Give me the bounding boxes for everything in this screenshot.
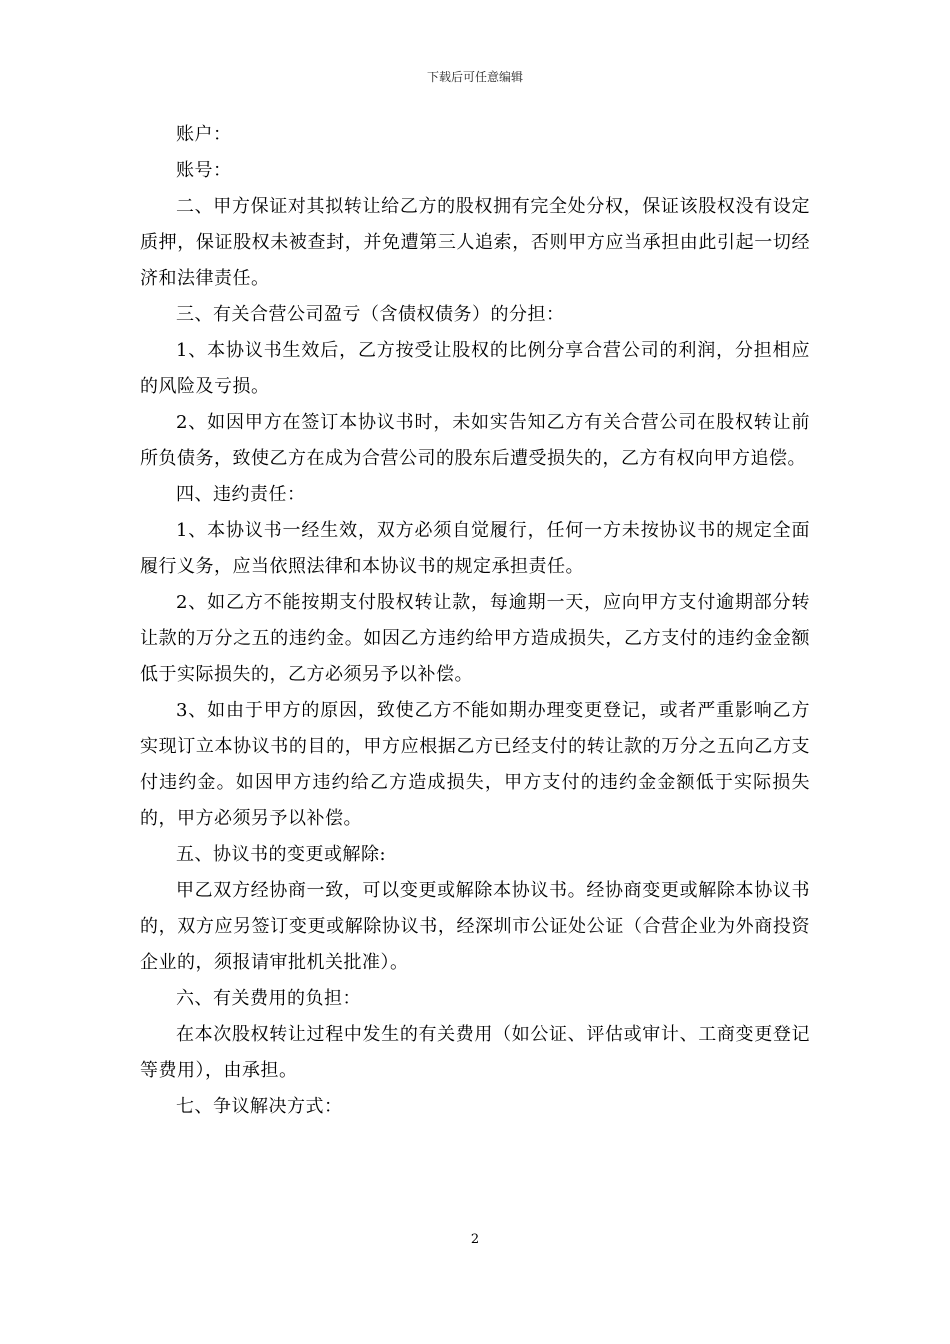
header-note: 下载后可任意编辑	[426, 70, 523, 84]
account-number-line: 账号：	[176, 160, 232, 181]
clause-4-heading: 四、违约责任：	[176, 484, 306, 505]
clause-4-item-2: 2、如乙方不能按期支付股权转让款，每逾期一天，应向甲方支付逾期部分转让款的万分之五的违约金。如因乙方违约给甲方造成损失，乙方支付的违约金金额低于实际损失的，乙方必须另予以补偿。	[140, 592, 810, 685]
clause-4-item-1: 1、本协议书一经生效，双方必须自觉履行，任何一方未按协议书的规定全面履行义务，应当依照法律和本协议书的规定承担责任。	[140, 520, 810, 577]
clause-5-heading: 五、协议书的变更或解除:	[176, 844, 387, 865]
clause-6-body: 在本次股权转让过程中发生的有关费用（如公证、评估或审计、工商变更登记等费用），由承担。	[140, 1024, 810, 1081]
clause-6-heading: 六、有关费用的负担：	[176, 988, 361, 1009]
clause-4-item-3: 3、如由于甲方的原因，致使乙方不能如期办理变更登记，或者严重影响乙方实现订立本协议书的目的，甲方应根据乙方已经支付的转让款的万分之五向乙方支付违约金。如因甲方违约给乙方造成损失，甲方支付的违约金金额低于实际损失的，甲方必须另予以补偿。	[140, 700, 810, 829]
page-number: 2	[470, 1232, 480, 1247]
clause-5-body: 甲乙双方经协商一致，可以变更或解除本协议书。经协商变更或解除本协议书的，双方应另签订变更或解除协议书，经深圳市公证处公证（合营企业为外商投资企业的，须报请审批机关批准）。	[140, 880, 810, 973]
document-body	[140, 117, 810, 1125]
account-line: 账户：	[176, 124, 232, 145]
clause-3-item-2: 2、如因甲方在签订本协议书时，未如实告知乙方有关合营公司在股权转让前所负债务，致使乙方在成为合营公司的股东后遭受损失的，乙方有权向甲方追偿。	[140, 412, 810, 469]
clause-3-heading: 三、有关合营公司盈亏（含债权债务）的分担：	[176, 304, 565, 325]
clause-2-warranty: 二、甲方保证对其拟转让给乙方的股权拥有完全处分权，保证该股权没有设定质押，保证股权未被查封，并免遭第三人追索，否则甲方应当承担由此引起一切经济和法律责任。	[140, 196, 810, 289]
clause-7-heading: 七、争议解决方式：	[176, 1096, 343, 1117]
clause-3-item-1: 1、本协议书生效后，乙方按受让股权的比例分享合营公司的利润，分担相应的风险及亏损。	[140, 340, 810, 397]
